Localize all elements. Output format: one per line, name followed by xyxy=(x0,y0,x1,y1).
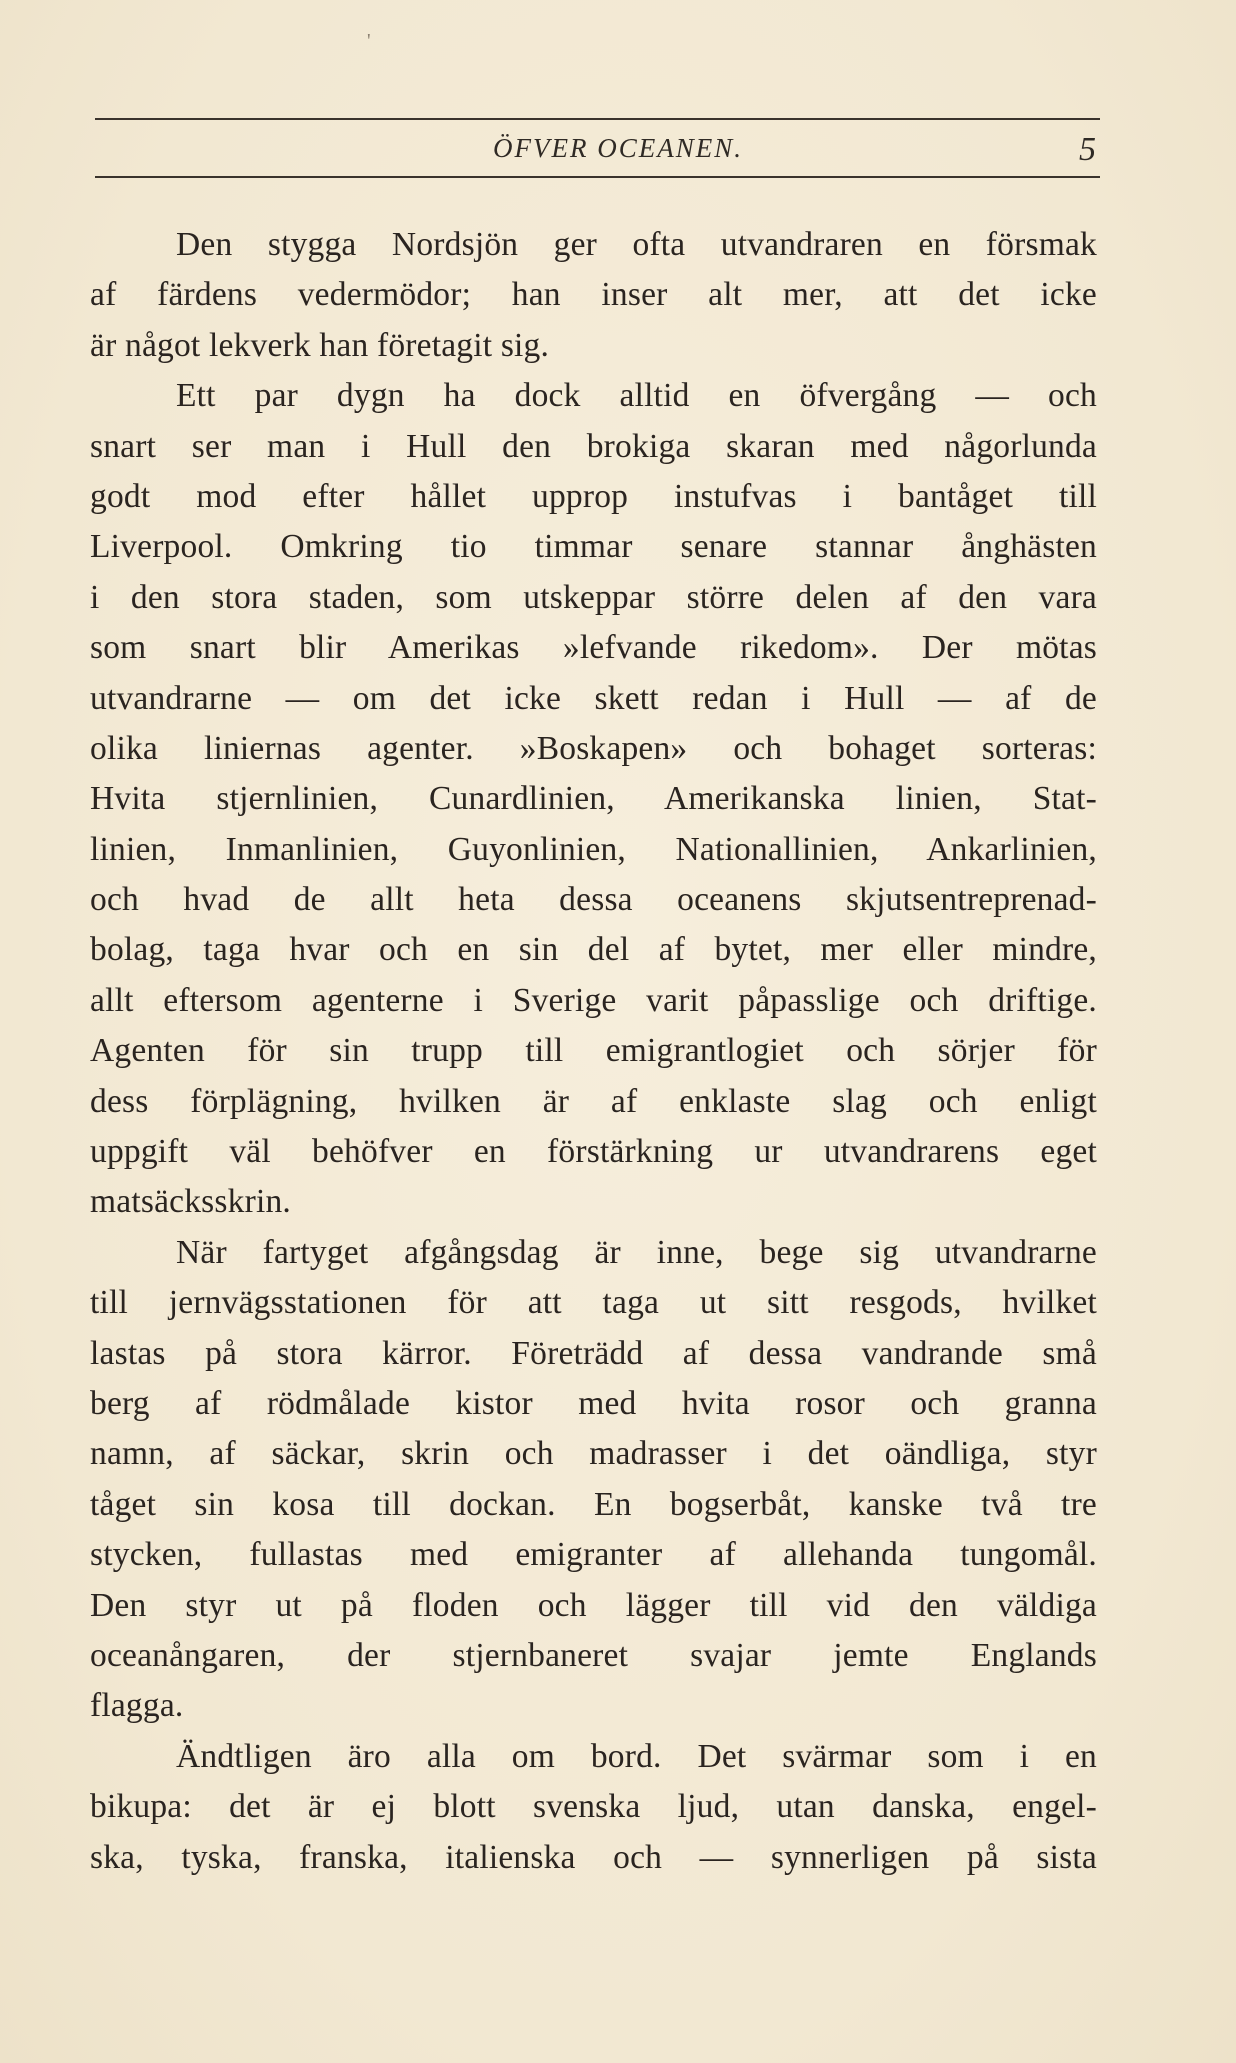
text-line: som snart blir Amerikas »lefvande rikedom». Der mötas xyxy=(90,629,1097,667)
text-line: Ändtligen äro alla om bord. Det svärmar som i en xyxy=(176,1737,1097,1775)
text-line: stycken, fullastas med emigranter af allehanda tungomål. xyxy=(90,1536,1097,1574)
header-bottom-rule xyxy=(95,176,1100,178)
text-line: till jernvägsstationen för att taga ut sitt resgods, hvilket xyxy=(90,1284,1097,1322)
text-line: flagga. xyxy=(90,1687,184,1725)
text-line: tåget sin kosa till dockan. En bogserbåt, kanske två tre xyxy=(90,1485,1097,1523)
text-line: Den stygga Nordsjön ger ofta utvandraren en försmak xyxy=(176,226,1097,263)
text-line: Agenten för sin trupp till emigrantlogiet och sörjer för xyxy=(90,1032,1097,1070)
text-line: lastas på stora kärror. Företrädd af dessa vandrande små xyxy=(90,1334,1097,1372)
text-line: matsäcksskrin. xyxy=(90,1183,291,1221)
text-line: linien, Inmanlinien, Guyonlinien, Nationallinien, Ankarlinien, xyxy=(90,830,1097,868)
text-line: allt eftersom agenterne i Sverige varit påpasslige och driftige. xyxy=(90,981,1097,1019)
text-line: snart ser man i Hull den brokiga skaran med någorlunda xyxy=(90,427,1097,465)
text-line: ska, tyska, franska, italienska och — synnerligen på sista xyxy=(90,1838,1097,1876)
text-line: Hvita stjernlinien, Cunardlinien, Amerikanska linien, Stat- xyxy=(90,780,1097,818)
running-title: ÖFVER OCEANEN. xyxy=(493,133,743,163)
text-line: olika liniernas agenter. »Boskapen» och bohaget sorteras: xyxy=(90,729,1097,767)
stray-ink-mark: ' xyxy=(367,30,371,52)
text-line: godt mod efter hållet upprop instufvas i bantåget till xyxy=(90,477,1097,515)
text-line: dess förplägning, hvilken är af enklaste slag och enligt xyxy=(90,1082,1097,1120)
text-line: i den stora staden, som utskeppar större delen af den vara xyxy=(90,578,1097,616)
text-line: Liverpool. Omkring tio timmar senare stannar ånghästen xyxy=(90,528,1097,566)
text-line: Den styr ut på floden och lägger till vid den väldiga xyxy=(90,1586,1097,1624)
text-line: af färdens vedermödor; han inser alt mer, att det icke xyxy=(90,276,1097,314)
body-text xyxy=(90,220,1097,1883)
text-line: bolag, taga hvar och en sin del af bytet, mer eller mindre, xyxy=(90,931,1097,969)
page-number: 5 xyxy=(1079,131,1096,168)
text-line: Ett par dygn ha dock alltid en öfvergång — och xyxy=(176,377,1097,415)
text-line: bikupa: det är ej blott svenska ljud, utan danska, engel- xyxy=(90,1788,1097,1826)
text-line: utvandrarne — om det icke skett redan i Hull — af de xyxy=(90,679,1097,717)
header-top-rule xyxy=(95,118,1100,120)
text-line: är något lekverk han företagit sig. xyxy=(90,326,550,364)
text-line: oceanångaren, der stjernbaneret svajar jemte Englands xyxy=(90,1636,1097,1674)
text-line: uppgift väl behöfver en förstärkning ur utvandrarens eget xyxy=(90,1133,1097,1171)
text-line: och hvad de allt heta dessa oceanens skjutsentreprenad- xyxy=(90,881,1097,919)
text-line: namn, af säckar, skrin och madrasser i det oändliga, styr xyxy=(90,1435,1097,1473)
text-line: När fartyget afgångsdag är inne, bege sig utvandrarne xyxy=(176,1233,1097,1271)
text-line: berg af rödmålade kistor med hvita rosor och granna xyxy=(90,1384,1097,1422)
